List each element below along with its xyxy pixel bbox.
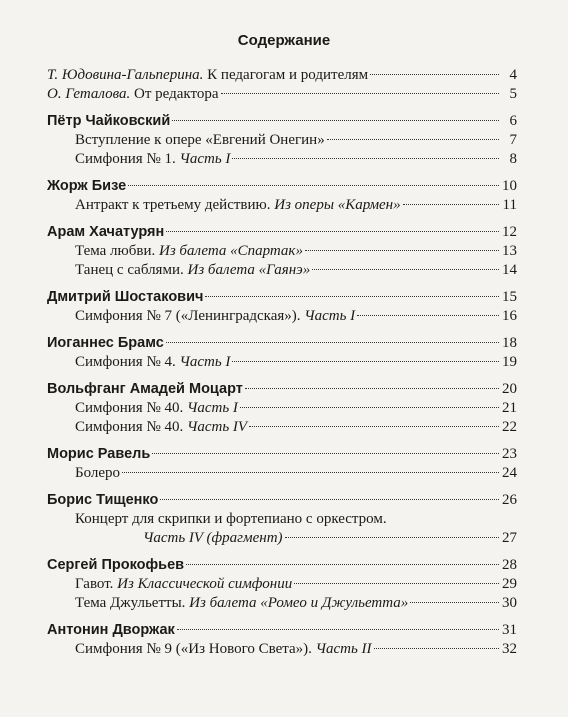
dot-leader [166, 342, 499, 343]
composer-name: Иоганнес Брамс [47, 335, 164, 351]
work-subtitle: Из балета «Спартак» [158, 243, 303, 259]
page-title: Содержание [237, 32, 331, 49]
toc-composer-entry [47, 621, 517, 639]
dot-leader [172, 120, 499, 121]
dot-leader [312, 269, 499, 270]
work-subtitle: Часть I [179, 354, 231, 370]
composer-name: Вольфганг Амадей Моцарт [47, 381, 243, 397]
toc-composer-entry [47, 334, 517, 352]
page-number: 29 [502, 576, 517, 592]
page-number: 26 [502, 492, 517, 508]
composer-name: Дмитрий Шостакович [47, 289, 204, 305]
dot-leader [232, 361, 499, 362]
dot-leader [327, 139, 499, 140]
toc-work-entry [47, 150, 517, 168]
entry-text [75, 640, 372, 658]
page-number: 19 [502, 354, 517, 370]
entry-text [75, 196, 401, 214]
toc-work-entry [47, 529, 517, 547]
dot-leader [370, 74, 499, 75]
dot-leader [122, 472, 499, 473]
entry-text [47, 85, 219, 103]
work-title: Антракт к третьему действию. [75, 197, 275, 213]
dot-leader [177, 629, 499, 630]
entry-text [75, 242, 303, 260]
page-number: 22 [502, 419, 517, 435]
composer-name: Арам Хачатурян [47, 224, 165, 240]
dot-leader [410, 602, 499, 603]
dot-leader [249, 426, 499, 427]
dot-leader [205, 296, 499, 297]
page-number: 14 [502, 262, 517, 278]
toc-work-entry [47, 399, 517, 417]
work-subtitle: Часть IV [187, 419, 248, 435]
toc-composer-entry [47, 491, 517, 509]
toc-composer-entry [47, 380, 517, 398]
work-subtitle: Из балета «Гаянэ» [187, 262, 311, 278]
work-title: Симфония № 4. [75, 354, 180, 370]
toc-composer-entry [47, 112, 517, 130]
composer-name: Борис Тищенко [47, 492, 159, 508]
work-subtitle: Часть I [179, 151, 231, 167]
work-title: Тема Джульетты. [75, 595, 190, 611]
page-number: 5 [509, 86, 517, 102]
work-title: Болеро [75, 465, 121, 481]
entry-text [75, 510, 387, 528]
toc-intro-entry [47, 66, 517, 84]
toc-work-entry [47, 196, 517, 214]
dot-leader [240, 407, 499, 408]
toc-composer-entry [47, 445, 517, 463]
work-subtitle: Из оперы «Кармен» [274, 197, 401, 213]
work-subtitle: Часть I [304, 308, 356, 324]
composer-name: Пётр Чайковский [47, 113, 171, 129]
toc-composer-entry [47, 223, 517, 241]
work-title: Симфония № 7 («Ленинградская»). [75, 308, 305, 324]
work-title: Танец с саблями. [75, 262, 188, 278]
toc-work-entry [47, 242, 517, 260]
dot-leader [152, 453, 499, 454]
page-number: 30 [502, 595, 517, 611]
page-number: 21 [502, 400, 517, 416]
toc-work-entry [47, 418, 517, 436]
toc-composer-entry [47, 556, 517, 574]
toc-work-entry [47, 594, 517, 612]
dot-leader [128, 185, 499, 186]
toc-work-entry [47, 640, 517, 658]
entry-title: К педагогам и родителям [203, 67, 369, 83]
composer-name: Морис Равель [47, 446, 151, 462]
toc-work-entry [47, 575, 517, 593]
page-number: 13 [502, 243, 517, 259]
entry-author: Т. Юдовина-Гальперина. [47, 67, 204, 83]
toc-work-entry [47, 131, 517, 149]
work-title: Симфония № 9 («Из Нового Света»). [75, 641, 316, 657]
dot-leader [403, 204, 499, 205]
composer-name: Жорж Бизе [47, 178, 127, 194]
dot-leader [357, 315, 499, 316]
page-number: 20 [502, 381, 517, 397]
dot-leader [294, 583, 499, 584]
page-number: 4 [509, 67, 517, 83]
work-title: Симфония № 40. [75, 419, 188, 435]
entry-text [75, 261, 310, 279]
page-number: 10 [502, 178, 517, 194]
entry-author: О. Геталова. [47, 86, 131, 102]
work-title: Тема любви. [75, 243, 159, 259]
work-subtitle: Часть I [187, 400, 238, 416]
page-number: 11 [502, 197, 517, 213]
entry-text [75, 594, 408, 612]
dot-leader [245, 388, 499, 389]
entry-text [75, 418, 247, 436]
page-number: 6 [509, 113, 517, 129]
toc-work-entry [47, 261, 517, 279]
work-subtitle: Из Классической симфонии [117, 576, 293, 592]
page-number: 7 [509, 132, 517, 148]
page-number: 23 [502, 446, 517, 462]
dot-leader [186, 564, 499, 565]
page-number: 8 [509, 151, 517, 167]
page-number: 15 [502, 289, 517, 305]
entry-text [75, 399, 238, 417]
composer-name: Антонин Дворжак [47, 622, 175, 638]
page-number: 27 [502, 530, 517, 546]
page-number: 16 [502, 308, 517, 324]
entry-text [75, 150, 230, 168]
page-number: 28 [502, 557, 517, 573]
entry-text [75, 353, 230, 371]
toc-intro-entry [47, 85, 517, 103]
toc-work-entry [47, 510, 517, 528]
composer-name: Сергей Прокофьев [47, 557, 185, 573]
entry-text [47, 66, 368, 84]
work-subtitle: Часть IV (фрагмент) [143, 530, 283, 546]
dot-leader [305, 250, 499, 251]
dot-leader [221, 93, 499, 94]
page-number: 24 [502, 465, 517, 481]
toc-composer-entry [47, 177, 517, 195]
page-number: 18 [502, 335, 517, 351]
entry-text [75, 575, 292, 593]
dot-leader [160, 499, 499, 500]
page-number: 12 [502, 224, 517, 240]
dot-leader [285, 537, 499, 538]
work-subtitle: Из балета «Ромео и Джульетта» [189, 595, 409, 611]
work-title: Симфония № 40. [75, 400, 188, 416]
toc-work-entry [47, 353, 517, 371]
page-number: 32 [502, 641, 517, 657]
entry-text [75, 131, 325, 149]
toc-work-entry [47, 307, 517, 325]
dot-leader [374, 648, 499, 649]
entry-text [75, 464, 120, 482]
work-title: Вступление к опере «Евгений Онегин» [75, 132, 325, 148]
work-title: Гавот. [75, 576, 118, 592]
entry-text [75, 307, 355, 325]
entry-title: От редактора [130, 86, 219, 102]
dot-leader [232, 158, 499, 159]
toc-composer-entry [47, 288, 517, 306]
work-title: Симфония № 1. [75, 151, 180, 167]
entry-text [143, 529, 283, 547]
dot-leader [166, 231, 499, 232]
work-title: Концерт для скрипки и фортепиано с оркестром. [75, 511, 387, 527]
toc-work-entry [47, 464, 517, 482]
page-number: 31 [502, 622, 517, 638]
work-subtitle: Часть II [315, 641, 372, 657]
table-of-contents [47, 66, 517, 659]
